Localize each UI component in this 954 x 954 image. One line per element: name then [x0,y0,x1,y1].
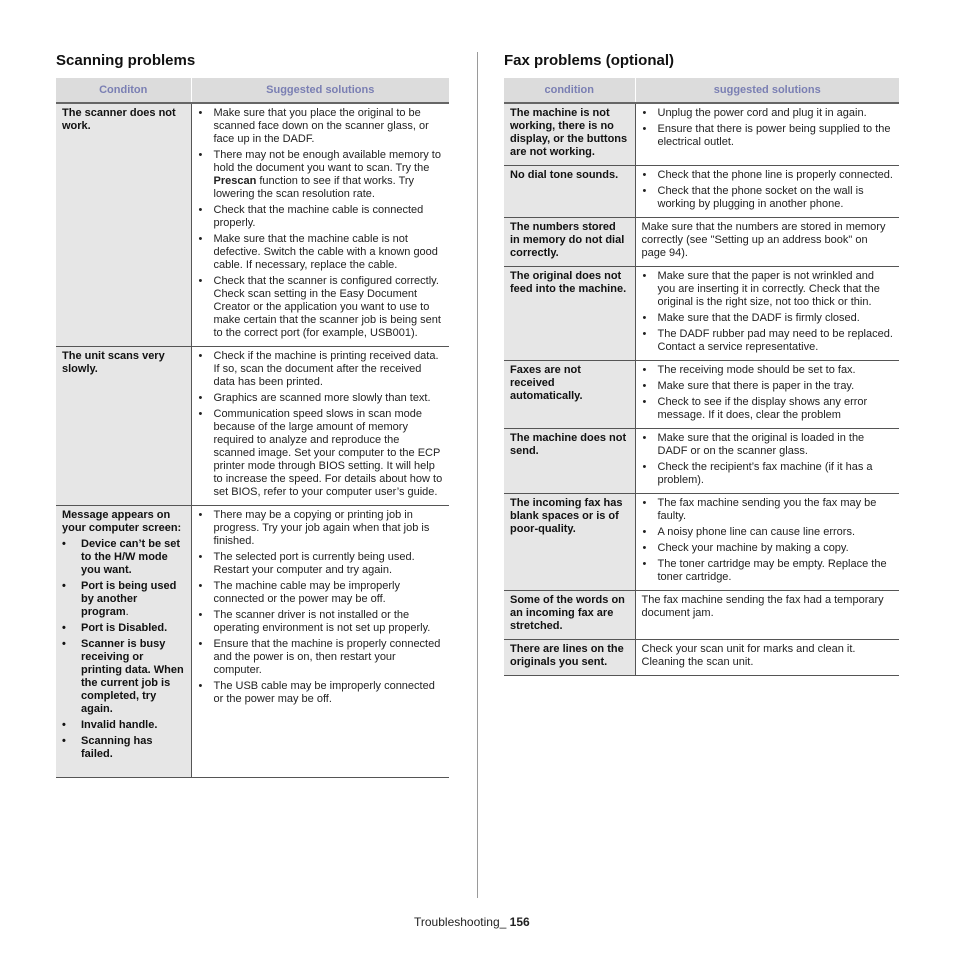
column-header-solutions: suggested solutions [635,78,899,103]
solutions-cell [635,267,899,361]
solutions-list [642,364,895,422]
solutions-list [642,432,895,487]
solutions-cell [635,166,899,218]
list-item: • A noisy phone line can cause line errors. [642,526,856,538]
scanning-problems-heading: Scanning problems [56,52,196,69]
condition-text: Message appears on your computer screen: [62,509,182,534]
list-item: • Check that the machine cable is connected properly. [198,204,424,229]
solutions-cell [191,506,449,778]
solutions-cell: Make sure that the numbers are stored in memory correctly (see "Setting up an address book" on page 94). [635,218,899,267]
list-item: • Check if the machine is printing received data. If so, scan the document after the received data has been printed. [198,350,439,388]
column-header-condition: condition [504,78,635,103]
table-row [504,218,899,267]
list-item: • Make sure that the DADF is firmly closed. [642,312,860,324]
table-row [504,429,899,494]
table-row [504,103,899,166]
solutions-cell [635,103,899,166]
scanning-problems-table [56,78,449,778]
list-item: • Device can’t be set to the H/W mode you want. [62,538,181,576]
solutions-list [198,350,445,499]
list-item: • The toner cartridge may be empty. Replace the toner cartridge. [642,558,887,583]
list-item: • Check that the scanner is configured correctly. Check scan setting in the Easy Document Creator or the application you want to use to make certain that the scanner job is being sent to the correct port (for example, USB001). [198,275,441,339]
solutions-cell [191,347,449,506]
solutions-list [198,107,445,340]
list-item: • The machine cable may be improperly connected or the power may be off. [198,580,400,605]
list-item: • Make sure that the machine cable is not defective. Switch the cable with a known good cable. If necessary, replace the cable. [198,233,438,271]
solutions-cell [191,103,449,347]
table-header-row [504,78,899,103]
condition-cell: The unit scans very slowly. [56,347,191,506]
solutions-list [642,169,895,211]
table-row [56,506,449,778]
table-row [56,103,449,347]
list-item: • Check that the phone socket on the wall is working by plugging in another phone. [642,185,864,210]
list-item: • The DADF rubber pad may need to be replaced. Contact a service representative. [642,328,893,353]
page-number: 156 [509,915,530,929]
condition-cell: The original does not feed into the machine. [504,267,635,361]
condition-cell: Some of the words on an incoming fax are stretched. [504,591,635,640]
table-header-row [56,78,449,103]
footer-label: Troubleshooting_ [414,915,507,929]
page-footer [414,915,530,929]
list-item: • Check that the phone line is properly connected. [642,169,893,181]
list-item: • Make sure that the paper is not wrinkled and you are inserting it in correctly. Check that the original is the right size, not too thick or thin. [642,270,880,308]
list-item: • Port is being used by another program. [62,580,177,618]
list-item: • Check to see if the display shows any error message. If it does, clear the problem [642,396,868,421]
condition-cell: No dial tone sounds. [504,166,635,218]
list-item: • Ensure that the machine is properly connected and the power is on, then restart your computer. [198,638,441,676]
condition-cell: The machine is not working, there is no display, or the buttons are not working. [504,103,635,166]
condition-cell: The incoming fax has blank spaces or is of poor-quality. [504,494,635,591]
list-item: • Communication speed slows in scan mode because of the large amount of memory required to analyze and reproduce the scanned image. Set your computer to the ECP printer mode through BIOS setting. It will help to increase the speed. For details about how to set BIOS, refer to your computer user’s guide. [198,408,443,498]
solutions-list [642,497,895,584]
list-item: • Scanner is busy receiving or printing data. When the current job is completed, try again. [62,638,184,715]
column-header-solutions: Suggested solutions [191,78,449,103]
list-item: • Ensure that there is power being supplied to the electrical outlet. [642,123,891,148]
fax-problems-table [504,78,899,676]
table-row [504,640,899,676]
solutions-cell: Check your scan unit for marks and clean it. Cleaning the scan unit. [635,640,899,676]
list-item: • The selected port is currently being used. Restart your computer and try again. [198,551,415,576]
solutions-cell [635,361,899,429]
fax-problems-heading: Fax problems (optional) [504,52,675,69]
list-item: • Make sure that there is paper in the tray. [642,380,855,392]
list-item: • Scanning has failed. [62,735,153,760]
table-row [504,267,899,361]
table-row [504,591,899,640]
solutions-cell [635,429,899,494]
solutions-cell [635,494,899,591]
condition-cell: Faxes are not received automatically. [504,361,635,429]
list-item: • The receiving mode should be set to fax. [642,364,856,376]
solutions-list [642,107,895,149]
solutions-cell: The fax machine sending the fax had a temporary document jam. [635,591,899,640]
error-messages-list [62,538,185,761]
list-item: • Check the recipient’s fax machine (if it has a problem). [642,461,873,486]
condition-cell [56,506,191,778]
condition-cell: There are lines on the originals you sent. [504,640,635,676]
list-item: • The fax machine sending you the fax may be faulty. [642,497,877,522]
condition-cell: The scanner does not work. [56,103,191,347]
column-header-condition: Conditon [56,78,191,103]
list-item: • Check your machine by making a copy. [642,542,849,554]
column-divider [477,52,478,898]
condition-cell: The machine does not send. [504,429,635,494]
list-item: • The scanner driver is not installed or the operating environment is not set up properly. [198,609,431,634]
list-item: • Unplug the power cord and plug it in again. [642,107,867,119]
table-row [504,494,899,591]
table-row [504,166,899,218]
table-row [56,347,449,506]
solutions-list [198,509,445,706]
list-item: • The USB cable may be improperly connected or the power may be off. [198,680,435,705]
table-row [504,361,899,429]
list-item: • Graphics are scanned more slowly than text. [198,392,431,404]
list-item: • Invalid handle. [62,719,158,731]
solutions-list [642,270,895,354]
list-item: • Make sure that you place the original to be scanned face down on the scanner glass, or face up in the DADF. [198,107,429,145]
list-item: • There may be a copying or printing job in progress. Try your job again when that job is finished. [198,509,430,547]
list-item: • Make sure that the original is loaded in the DADF or on the scanner glass. [642,432,865,457]
list-item: • There may not be enough available memory to hold the document you want to scan. Try the Prescan function to see if that works. Try lowering the scan resolution rate. [198,149,441,200]
list-item: • Port is Disabled. [62,622,168,634]
condition-cell: The numbers stored in memory do not dial correctly. [504,218,635,267]
